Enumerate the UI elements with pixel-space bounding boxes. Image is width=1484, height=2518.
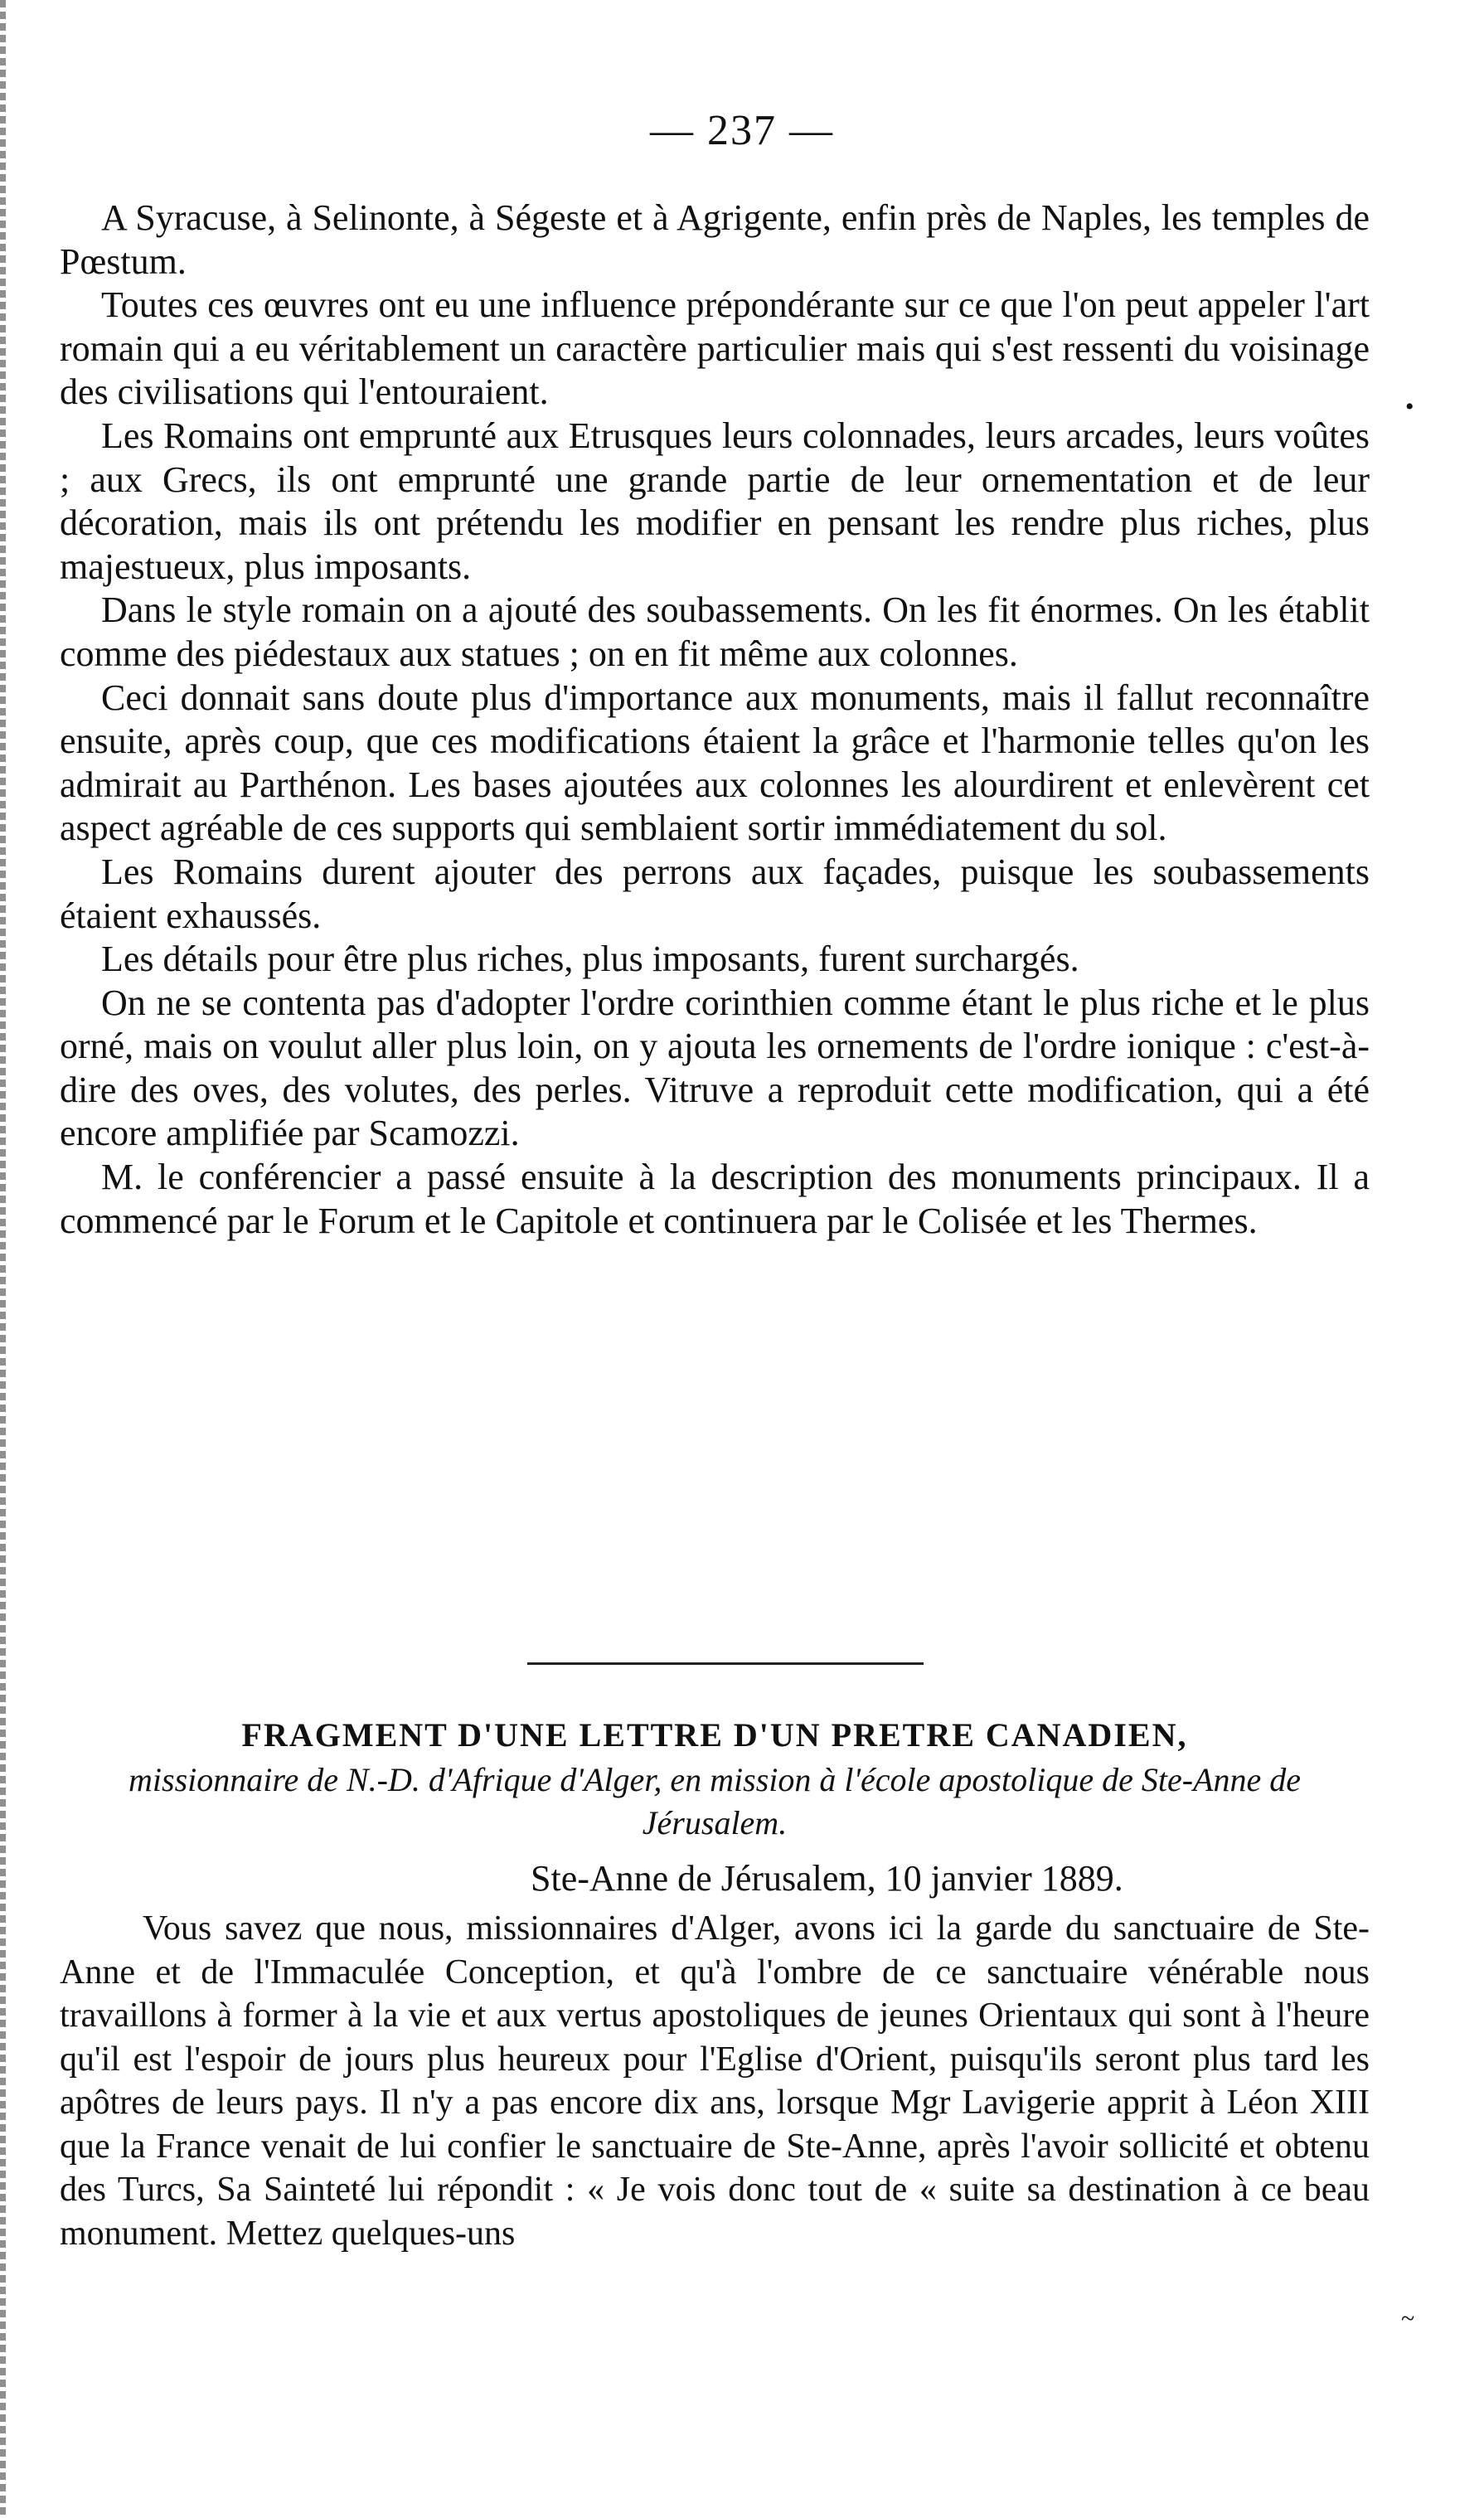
margin-mark: ~: [1401, 2305, 1415, 2332]
paragraph: On ne se contenta pas d'adopter l'ordre corinthien comme étant le plus riche et le plus orné, mais on voulut aller plus loin, on y ajouta les ornements de l'ordre ionique : c'est-à-dire des oves, des volutes, des perles. Vitruve a reproduit cette modification, qui a été encore amplifiée par Scamozzi.: [60, 982, 1370, 1154]
paragraph: M. le conférencier a passé ensuite à la description des monuments principaux. Il a commencé par le Forum et le Capitole et continuera par le Colisée et les Thermes.: [60, 1157, 1370, 1241]
lecture-text: [60, 196, 1370, 1243]
paragraph: Les Romains ont emprunté aux Etrusques leurs colonnades, leurs arcades, leurs voûtes ; aux Grecs, ils ont emprunté une grande partie de leur ornementation et de leur décoration, mais ils ont prétendu les modifier en pensant les rendre plus riches, plus majestueux, plus imposants.: [60, 415, 1370, 587]
page-number: — 237 —: [650, 107, 834, 154]
article-subheading: missionnaire de N.-D. d'Afrique d'Alger, en mission à l'école apostolique de Ste-Anne de Jérusalem.: [129, 1761, 1301, 1841]
article-dateline: Ste-Anne de Jérusalem, 10 janvier 1889.: [531, 1858, 1123, 1899]
paragraph: Ceci donnait sans doute plus d'importance aux monuments, mais il fallut reconnaître ensuite, après coup, que ces modifications étaient la grâce et l'harmonie telles qu'on les admirait au Parthénon. Les bases ajoutées aux colonnes les alourdirent et enlevèrent cet aspect agréable de ces supports qui semblaient sortir immédiatement du sol.: [60, 677, 1370, 849]
paragraph: Les détails pour être plus riches, plus imposants, furent surchargés.: [101, 939, 1079, 980]
margin-mark: •: [1405, 393, 1414, 420]
article-heading: FRAGMENT D'UNE LETTRE D'UN PRETRE CANADIEN,: [241, 1716, 1188, 1754]
letter-text: [60, 1907, 1370, 2255]
binding-edge: [0, 0, 6, 2518]
paragraph: Toutes ces œuvres ont eu une influence prépondérante sur ce que l'on peut appeler l'art romain qui a eu véritablement un caractère particulier mais qui s'est ressenti du voisinage des civilisations qui l'entouraient.: [60, 284, 1370, 413]
paragraph: Les Romains durent ajouter des perrons aux façades, puisque les soubassements étaient exhaussés.: [60, 851, 1370, 936]
section-divider: [527, 1662, 924, 1665]
letter-paragraph: Vous savez que nous, missionnaires d'Alger, avons ici la garde du sanctuaire de Ste-Anne et de l'Immaculée Conception, et qu'à l'ombre de ce sanctuaire vénérable nous travaillons à former à la vie et aux vertus apostoliques de jeunes Orientaux qui sont à l'heure qu'il est l'espoir de jours plus heureux pour l'Eglise d'Orient, puisqu'ils seront plus tard les apôtres de leurs pays. Il n'y a pas encore dix ans, lorsque Mgr Lavigerie apprit à Léon XIII que la France venait de lui confier le sanctuaire de Ste-Anne, après l'avoir sollicité et obtenu des Turcs, Sa Sainteté lui répondit : « Je vois donc tout de « suite sa destination à ce beau monument. Mettez quelques-uns: [60, 1909, 1370, 2253]
paragraph: Dans le style romain on a ajouté des soubassements. On les fit énormes. On les établit comme des piédestaux aux statues ; on en fit même aux colonnes.: [60, 589, 1370, 674]
paragraph: A Syracuse, à Selinonte, à Ségeste et à Agrigente, enfin près de Naples, les temples de Pœstum.: [60, 197, 1370, 282]
